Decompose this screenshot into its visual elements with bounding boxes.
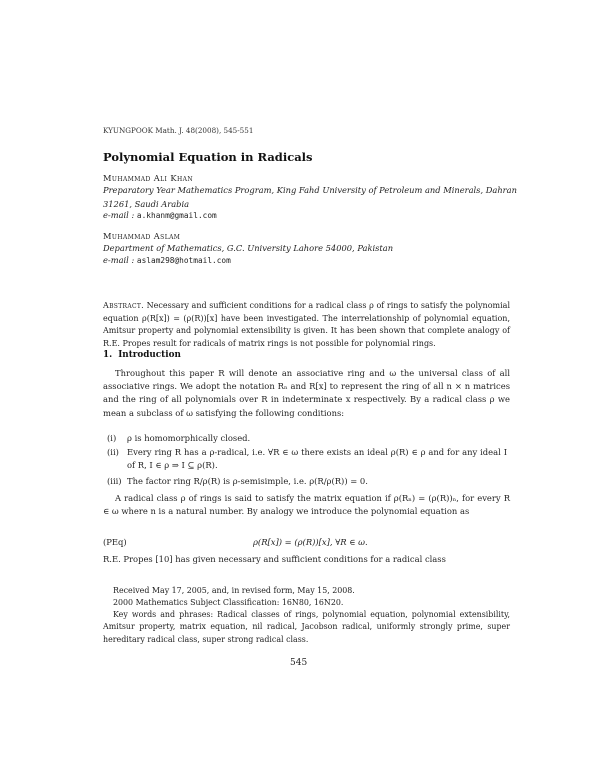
page-number: 545 bbox=[290, 658, 308, 668]
body-paragraph-1: Throughout this paper R will denote an associative ring and ω the universal class of all associative rings. We adopt the notation Rₙ and R[x] to represent the ring of all n × n matrices and the ring of all polynomials over R in indeterminate x respectively. By a radical class ρ we mean a subclass of ω satisfying the following conditions: bbox=[103, 368, 510, 418]
footnote-msc: 2000 Mathematics Subject Classification: 16N80, 16N20. bbox=[113, 598, 344, 607]
list-item-label: (i) bbox=[107, 433, 117, 443]
email-label: e-mail : bbox=[103, 210, 135, 220]
author-email-2[interactable]: aslam298@hotmail.com bbox=[136, 256, 231, 265]
author-email-1[interactable]: a.khanm@gmail.com bbox=[136, 211, 217, 220]
list-item bbox=[107, 475, 510, 488]
list-item bbox=[107, 446, 510, 472]
abstract-text: Necessary and sufficient conditions for a radical class ρ of rings to satisfy the polynomial equation ρ(R[x]) = (ρ(R))[x] have been investigated. The interrelationship of polynomial equation, Amitsur property and polynomial extensibility is given. It has been shown that complete analogy of R.E. Propes result for radicals of matrix rings is not possible for polynomial rings. bbox=[103, 301, 510, 348]
email-label: e-mail : bbox=[103, 255, 135, 265]
author-affiliation-2: Department of Mathematics, G.C. University Lahore 54000, Pakistan bbox=[103, 243, 394, 253]
author-affiliation-1: Preparatory Year Mathematics Program, King Fahd University of Petroleum and Minerals, Dahran 31261, Saudi Arabia bbox=[103, 185, 517, 209]
author-email-line-2 bbox=[103, 255, 231, 265]
footnote-received: Received May 17, 2005, and, in revised form, May 15, 2008. bbox=[113, 586, 355, 595]
equation-formula: ρ(R[x]) = (ρ(R))[x], ∀R ∈ ω. bbox=[253, 537, 368, 547]
list-item-text: Every ring R has a ρ-radical, i.e. ∀R ∈ ω there exists an ideal ρ(R) ∈ ρ and for any ideal I of R, I ∈ ρ ⇒ I ⊆ ρ(R). bbox=[127, 447, 507, 470]
list-item-text: ρ is homomorphically closed. bbox=[127, 433, 251, 443]
equation-label: (PEq) bbox=[103, 537, 127, 547]
author-email-line-1 bbox=[103, 210, 217, 220]
paper-title: Polynomial Equation in Radicals bbox=[103, 150, 313, 164]
journal-header: KYUNGPOOK Math. J. 48(2008), 545-551 bbox=[103, 126, 254, 135]
section-title: Introduction bbox=[118, 350, 181, 360]
list-item bbox=[107, 432, 510, 445]
section-number: 1. bbox=[103, 350, 113, 360]
body-paragraph-2: A radical class ρ of rings is said to satisfy the matrix equation if ρ(Rₙ) = (ρ(R))ₙ, for every R ∈ ω where n is a natural number. By analogy we introduce the polynomial equation as bbox=[103, 493, 510, 517]
list-item-text: The factor ring R/ρ(R) is ρ-semisimple, i.e. ρ(R/ρ(R)) = 0. bbox=[127, 476, 368, 486]
list-item-label: (iii) bbox=[107, 476, 122, 486]
author-name-1: Muhammad Ali Khan bbox=[103, 173, 193, 183]
footnote-keywords: Key words and phrases: Radical classes of rings, polynomial equation, polynomial extensibility, Amitsur property, matrix equation, nil radical, Jacobson radical, uniformly strongly prime, super hereditary radical class, super strong radical class. bbox=[103, 610, 510, 644]
section-heading bbox=[103, 350, 181, 360]
abstract-heading: Abstract. bbox=[103, 301, 144, 310]
abstract bbox=[103, 300, 510, 350]
author-name-2: Muhammad Aslam bbox=[103, 231, 181, 241]
list-item-label: (ii) bbox=[107, 447, 119, 457]
body-paragraph-3: R.E. Propes [10] has given necessary and sufficient conditions for a radical class bbox=[103, 554, 446, 564]
